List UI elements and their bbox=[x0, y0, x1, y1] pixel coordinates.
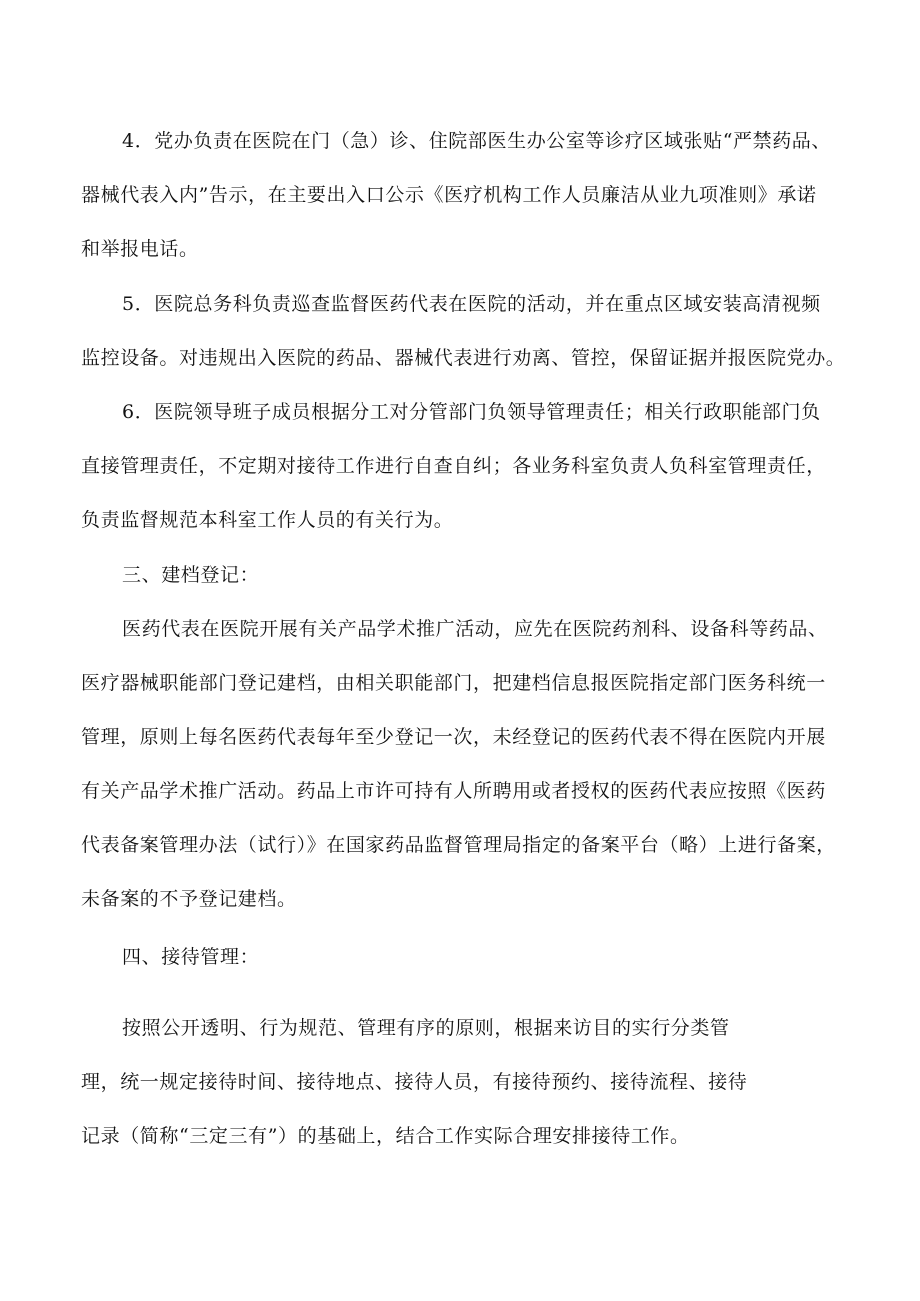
section4-line-3: 记录（简称“三定三有”）的基础上，结合工作实际合理安排接待工作。 bbox=[81, 1125, 690, 1147]
section3-heading: 三、建档登记： bbox=[122, 564, 260, 586]
section4-line-1: 按照公开透明、行为规范、管理有序的原则，根据来访目的实行分类管 bbox=[122, 1017, 730, 1039]
section3-line-6: 未备案的不予登记建档。 bbox=[81, 888, 297, 910]
section3-line-3: 管理，原则上每名医药代表每年至少登记一次，未经登记的医药代表不得在医院内开展 bbox=[81, 726, 826, 748]
section4-line-2: 理，统一规定接待时间、接待地点、接待人员，有接待预约、接待流程、接待 bbox=[81, 1071, 748, 1093]
item6-line-1: 6．医院领导班子成员根据分工对分管部门负领导管理责任；相关行政职能部门负 bbox=[122, 401, 821, 423]
section3-line-5: 代表备案管理办法（试行）》在国家药品监督管理局指定的备案平台（略）上进行备案， bbox=[81, 834, 836, 856]
item5-line-2: 监控设备。对违规出入医院的药品、器械代表进行劝离、管控，保留证据并报医院党办。 bbox=[81, 347, 846, 369]
section3-line-4: 有关产品学术推广活动。药品上市许可持有人所聘用或者授权的医药代表应按照《医药 bbox=[81, 780, 826, 802]
item6-line-2: 直接管理责任，不定期对接待工作进行自查自纠；各业务科室负责人负科室管理责任， bbox=[81, 455, 826, 477]
section3-line-2: 医疗器械职能部门登记建档，由相关职能部门，把建档信息报医院指定部门医务科统一 bbox=[81, 672, 826, 694]
item6-line-3: 负责监督规范本科室工作人员的有关行为。 bbox=[81, 509, 454, 531]
item4-line-2: 器械代表入内”告示，在主要出入口公示《医疗机构工作人员廉洁从业九项准则》承诺 bbox=[81, 184, 817, 206]
section4-heading: 四、接待管理： bbox=[122, 946, 260, 968]
item4-line-3: 和举报电话。 bbox=[81, 238, 199, 260]
item5-line-1: 5．医院总务科负责巡查监督医药代表在医院的活动，并在重点区域安装高清视频 bbox=[122, 293, 821, 315]
item4-line-1: 4．党办负责在医院在门（急）诊、住院部医生办公室等诊疗区域张贴“严禁药品、 bbox=[122, 130, 832, 152]
section3-line-1: 医药代表在医院开展有关产品学术推广活动，应先在医院药剂科、设备科等药品、 bbox=[122, 618, 828, 640]
